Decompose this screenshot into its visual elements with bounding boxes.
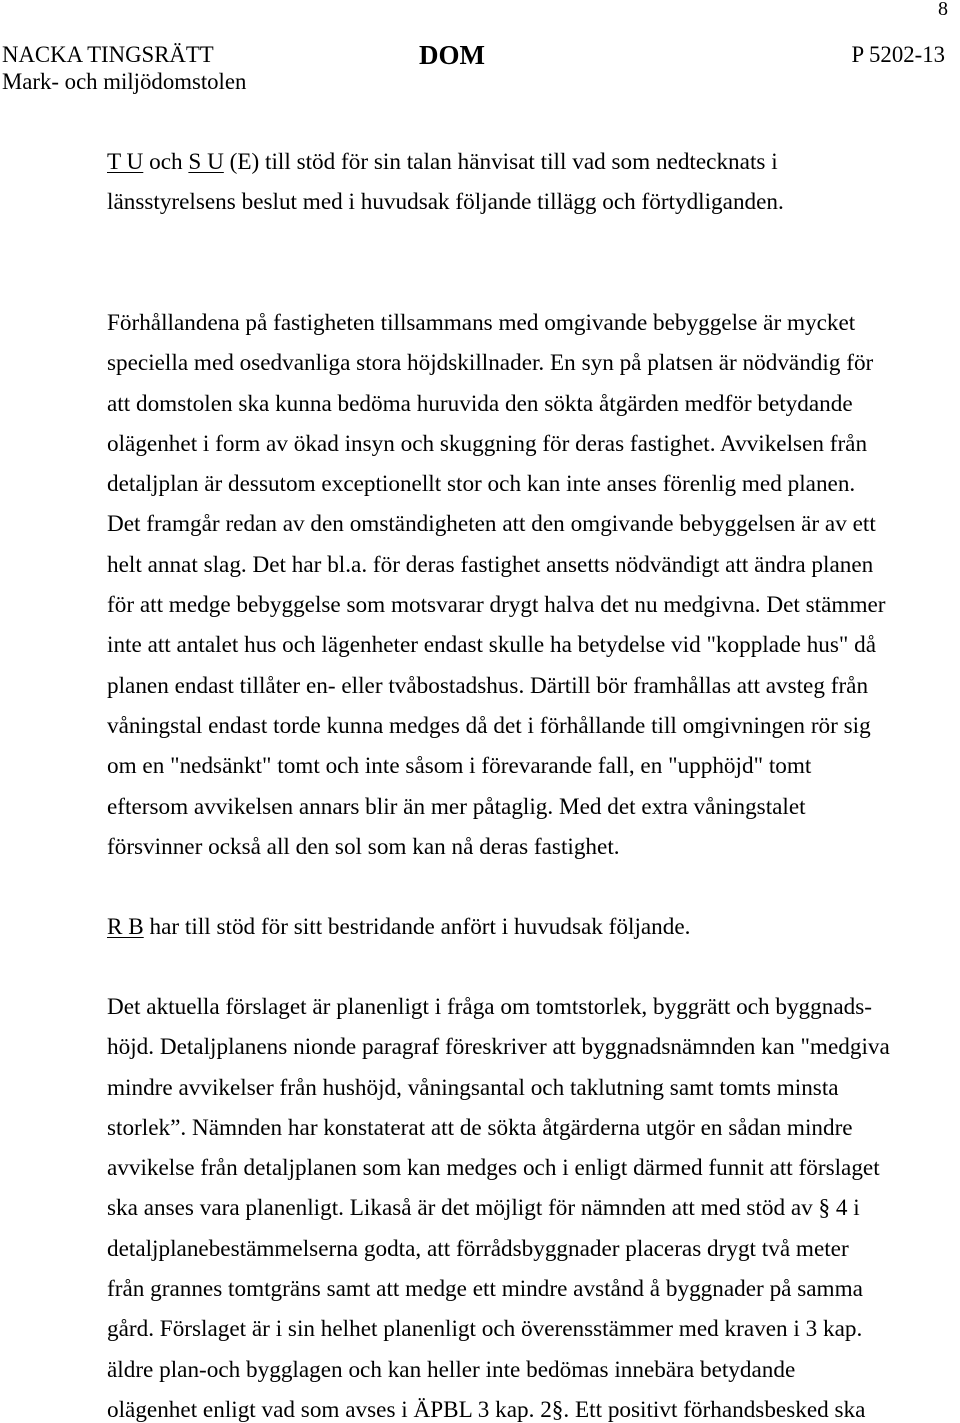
body-line: för att medge bebyggelse som motsvarar drygt halva det nu medgivna. Det stämmer <box>107 592 886 619</box>
body-line: Det framgår redan av den omständigheten att den omgivande bebyggelsen är av ett <box>107 511 876 538</box>
paragraph <box>107 987 890 1422</box>
body-line: detaljplan är dessutom exceptionellt stor och kan inte anses förenlig med planen. <box>107 471 856 498</box>
paragraph <box>107 907 690 947</box>
body-line: gård. Förslaget är i sin helhet planenligt och överensstämmer med kraven i 3 kap. <box>107 1316 863 1343</box>
body-line: mindre avvikelser från hushöjd, våningsantal och taklutning samt tomts minsta <box>107 1074 839 1101</box>
body-line: inte att antalet hus och lägenheter endast skulle ha betydelse vid "kopplade hus" då <box>107 632 877 659</box>
body-line: från grannes tomtgräns samt att medge ett mindre avstånd å byggnader på samma <box>107 1276 863 1303</box>
body-line: om en "nedsänkt" tomt och inte såsom i förevarande fall, en "upphöjd" tomt <box>107 753 812 780</box>
body-line: ska anses vara planenligt. Likaså är det möjligt för nämnden att med stöd av § 4 i <box>107 1195 860 1222</box>
party-name: R B <box>107 914 144 940</box>
body-line: olägenhet i form av ökad insyn och skuggning för deras fastighet. Avvikelsen från <box>107 430 868 457</box>
body-line: att domstolen ska kunna bedöma huruvida den sökta åtgärden medför betydande <box>107 390 853 417</box>
body-line: storlek”. Nämnden har konstaterat att de sökta åtgärderna utgör en sådan mindre <box>107 1114 853 1141</box>
paragraph <box>107 142 784 223</box>
body-line: speciella med osedvanliga stora höjdskillnader. En syn på platsen är nödvändig för <box>107 350 874 377</box>
body-line: Förhållandena på fastigheten tillsammans med omgivande bebyggelse är mycket <box>107 310 856 336</box>
court-division: Mark- och miljödomstolen <box>2 69 247 94</box>
body-line: helt annat slag. Det har bl.a. för deras fastighet ansetts nödvändigt att ändra planen <box>107 551 874 578</box>
body-line: planen endast tillåter en- eller tvåbostadshus. Därtill bör framhållas att avsteg från <box>107 672 869 699</box>
party-name: S U <box>188 149 224 175</box>
case-number: P 5202-13 <box>851 42 945 67</box>
page-number: 8 <box>938 0 948 20</box>
body-line: detaljplanebestämmelserna godta, att förrådsbyggnader placeras drygt två meter <box>107 1235 849 1262</box>
body-line: avvikelse från detaljplanen som kan medges och i enligt därmed funnit att förslaget <box>107 1155 880 1182</box>
party-name: T U <box>107 149 144 175</box>
line-text: (E) till stöd för sin talan hänvisat till vad som nedtecknats i <box>223 149 778 175</box>
paragraph <box>107 303 886 867</box>
body-line <box>107 907 690 947</box>
line-text: har till stöd för sitt bestridande anfört i huvudsak följande. <box>143 914 691 940</box>
body-line: Det aktuella förslaget är planenligt i fråga om tomtstorlek, byggrätt och byggnads- <box>107 994 872 1020</box>
conjunction: och <box>143 149 189 175</box>
document-type: DOM <box>419 40 485 70</box>
body-line <box>107 142 784 182</box>
body-line: eftersom avvikelsen annars blir än mer påtaglig. Med det extra våningstalet <box>107 793 806 820</box>
court-name: NACKA TINGSRÄTT <box>2 42 214 67</box>
body-line: försvinner också all den sol som kan nå deras fastighet. <box>107 833 620 860</box>
body-line: våningstal endast torde kunna medges då det i förhållande till omgivningen rör sig <box>107 712 871 739</box>
body-line: höjd. Detaljplanens nionde paragraf föreskriver att byggnadsnämnden kan "medgiva <box>107 1034 890 1061</box>
body-line: äldre plan-och bygglagen och kan heller inte bedömas innebära betydande <box>107 1356 796 1383</box>
body-line: länsstyrelsens beslut med i huvudsak följande tillägg och förtydliganden. <box>107 189 784 216</box>
body-line: olägenhet enligt vad som avses i ÄPBL 3 kap. 2§. Ett positivt förhandsbesked ska <box>107 1396 866 1422</box>
